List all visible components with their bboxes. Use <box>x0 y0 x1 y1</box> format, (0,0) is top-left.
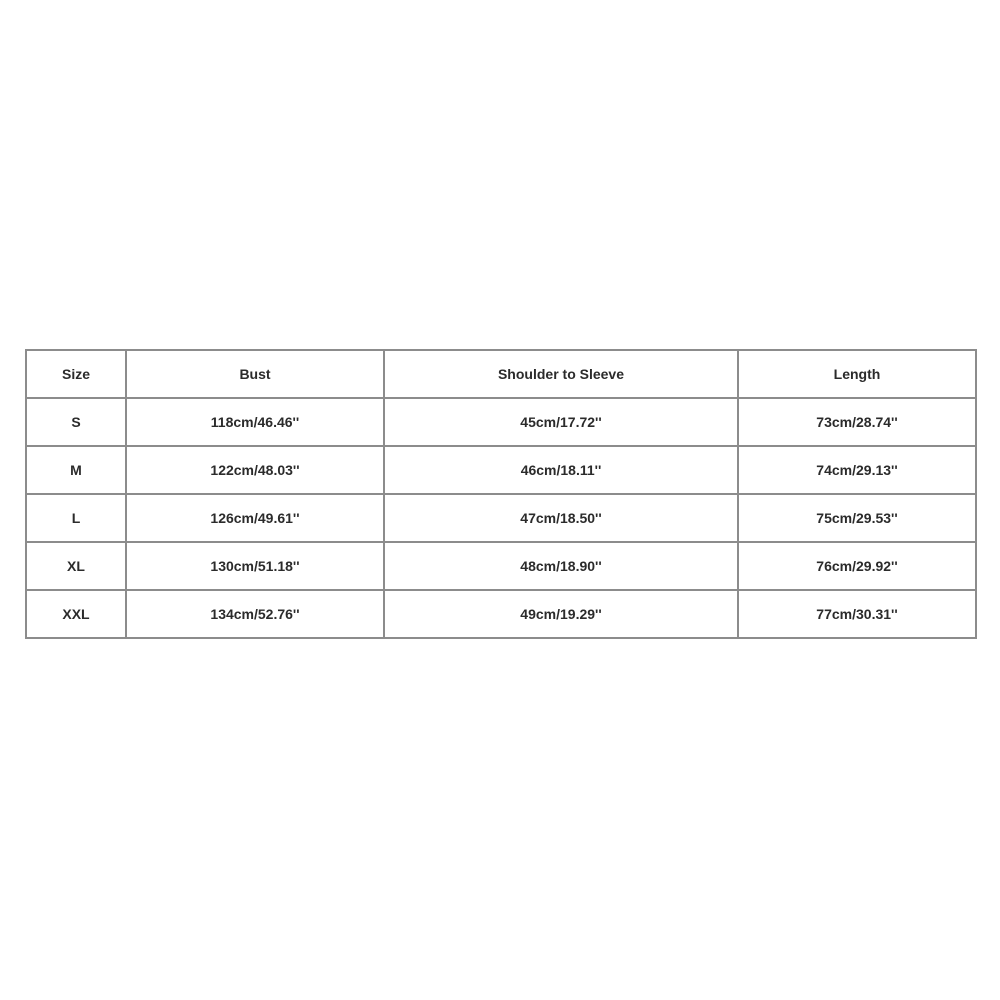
cell-size: XXL <box>26 590 126 638</box>
table-header-row <box>26 350 976 398</box>
cell-bust: 118cm/46.46'' <box>126 398 384 446</box>
header-bust: Bust <box>126 350 384 398</box>
cell-shoulder-to-sleeve: 49cm/19.29'' <box>384 590 738 638</box>
table-row <box>26 446 976 494</box>
size-chart-table <box>25 349 977 639</box>
cell-length: 76cm/29.92'' <box>738 542 976 590</box>
cell-shoulder-to-sleeve: 45cm/17.72'' <box>384 398 738 446</box>
cell-size: M <box>26 446 126 494</box>
table-row <box>26 590 976 638</box>
header-size: Size <box>26 350 126 398</box>
header-length: Length <box>738 350 976 398</box>
cell-size: XL <box>26 542 126 590</box>
header-shoulder-to-sleeve: Shoulder to Sleeve <box>384 350 738 398</box>
table-row <box>26 542 976 590</box>
cell-size: S <box>26 398 126 446</box>
cell-shoulder-to-sleeve: 48cm/18.90'' <box>384 542 738 590</box>
cell-length: 73cm/28.74'' <box>738 398 976 446</box>
cell-length: 77cm/30.31'' <box>738 590 976 638</box>
cell-bust: 122cm/48.03'' <box>126 446 384 494</box>
table-row <box>26 398 976 446</box>
cell-size: L <box>26 494 126 542</box>
cell-length: 75cm/29.53'' <box>738 494 976 542</box>
cell-shoulder-to-sleeve: 46cm/18.11'' <box>384 446 738 494</box>
table-row <box>26 494 976 542</box>
cell-length: 74cm/29.13'' <box>738 446 976 494</box>
cell-bust: 134cm/52.76'' <box>126 590 384 638</box>
cell-bust: 126cm/49.61'' <box>126 494 384 542</box>
cell-shoulder-to-sleeve: 47cm/18.50'' <box>384 494 738 542</box>
cell-bust: 130cm/51.18'' <box>126 542 384 590</box>
